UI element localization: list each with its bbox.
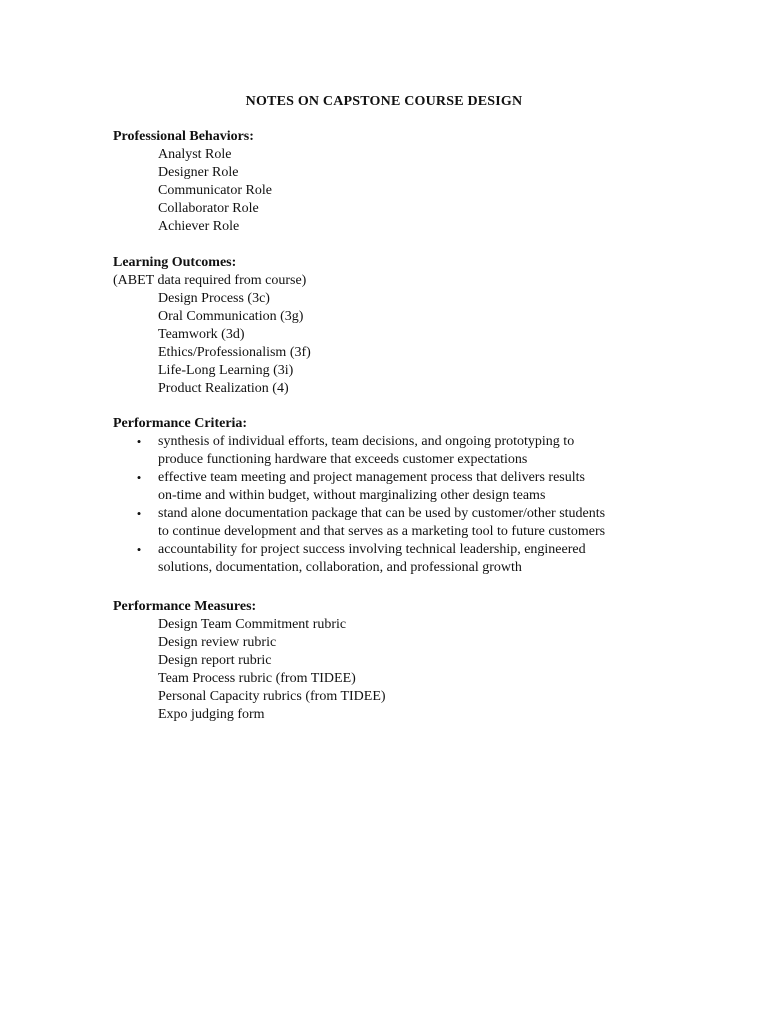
section-heading: Performance Measures: (113, 599, 257, 614)
bullet-text-line: synthesis of individual efforts, team decisions, and ongoing prototyping to (158, 434, 575, 449)
learning-outcomes-section (113, 254, 713, 398)
professional-behaviors-section (113, 128, 713, 236)
performance-criteria-list (113, 433, 713, 577)
section-heading: Professional Behaviors: (113, 129, 254, 144)
list-item: Team Process rubric (from TIDEE) (158, 671, 356, 686)
list-item: Design Process (3c) (158, 291, 270, 306)
list-item: Communicator Role (158, 183, 272, 198)
bullet-item (136, 433, 658, 469)
list-item: Teamwork (3d) (158, 327, 245, 342)
list-item: Design review rubric (158, 635, 277, 650)
list-item: Expo judging form (158, 707, 265, 722)
performance-measures-section (113, 598, 713, 724)
bullet-text-line: produce functioning hardware that exceeds customer expectations (158, 452, 528, 467)
bullet-item (136, 469, 658, 505)
list-item: Design Team Commitment rubric (158, 617, 347, 632)
list-item: Product Realization (4) (158, 381, 289, 396)
performance-criteria-section (113, 415, 713, 577)
learning-outcomes-list (113, 290, 713, 398)
bullet-text-line: effective team meeting and project management process that delivers results (158, 470, 585, 485)
bullet-text-line: stand alone documentation package that can be used by customer/other students (158, 506, 606, 521)
performance-measures-list (113, 616, 713, 724)
bullet-icon: • (136, 470, 142, 485)
bullet-text-line: accountability for project success involving technical leadership, engineered (158, 542, 586, 557)
list-item: Designer Role (158, 165, 239, 180)
section-heading: Learning Outcomes: (113, 255, 237, 270)
list-item: Oral Communication (3g) (158, 309, 304, 324)
bullet-icon: • (136, 506, 142, 521)
bullet-item (136, 541, 658, 577)
bullet-item (136, 505, 658, 541)
bullet-text-line: solutions, documentation, collaboration, and professional growth (158, 560, 522, 575)
section-heading: Performance Criteria: (113, 416, 248, 431)
list-item: Life-Long Learning (3i) (158, 363, 294, 378)
list-item: Personal Capacity rubrics (from TIDEE) (158, 689, 386, 704)
section-note: (ABET data required from course) (113, 273, 307, 288)
bullet-text-line: to continue development and that serves as a marketing tool to future customers (158, 524, 606, 539)
list-item: Design report rubric (158, 653, 272, 668)
list-item: Ethics/Professionalism (3f) (158, 345, 311, 360)
bullet-text-line: on-time and within budget, without marginalizing other design teams (158, 488, 546, 503)
list-item: Achiever Role (158, 219, 240, 234)
professional-behaviors-list (113, 146, 713, 236)
bullet-icon: • (136, 542, 142, 557)
document-title: NOTES ON CAPSTONE COURSE DESIGN (245, 94, 523, 109)
list-item: Analyst Role (158, 147, 232, 162)
list-item: Collaborator Role (158, 201, 259, 216)
bullet-icon: • (136, 434, 142, 449)
